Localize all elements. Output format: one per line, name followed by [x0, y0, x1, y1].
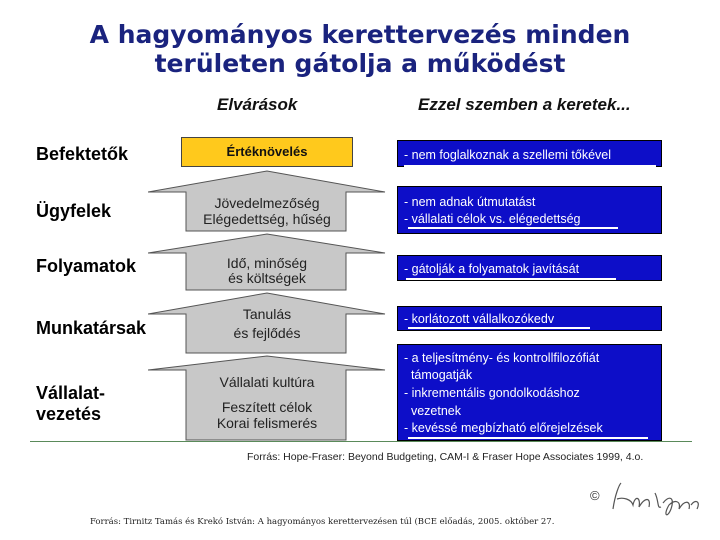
customers-arrow: [148, 170, 386, 232]
row-label-leadership-line-2: vezetés: [36, 404, 102, 424]
leadership-constraint-4: vezetnek: [404, 404, 461, 418]
processes-arrow: [148, 233, 386, 291]
employees-constraint-1: - korlátozott vállalkozókedv: [404, 312, 555, 326]
processes-constraint-underline: [406, 278, 616, 280]
leadership-constraint-underline: [408, 437, 648, 439]
leadership-expectation-line-1: Vállalati kultúra: [219, 374, 315, 390]
employees-expectation-line-2: és fejlődés: [233, 325, 301, 341]
row-label-customers: Ügyfelek: [36, 201, 112, 221]
processes-constraint-box: [397, 255, 662, 281]
diagram-source: Forrás: Hope-Fraser: Beyond Budgeting, CAM-I & Fraser Hope Associates 1999, 4.o.: [247, 451, 644, 463]
employees-arrow: [148, 292, 386, 354]
title-line-1: A hagyományos kerettervezés minden: [89, 20, 631, 49]
column-header-expectations: Elvárások: [217, 95, 298, 114]
footer-citation: Forrás: Tirnitz Tamás és Krekó István: A hagyományos kerettervezésen túl (BCE előadás, 2005. október 27.: [90, 517, 555, 527]
leadership-arrow: [148, 355, 386, 441]
value-creation-box: Értéknövelés: [181, 137, 353, 167]
leadership-constraint-5: - kevéssé megbízható előrejelzések: [404, 421, 603, 435]
copyright-symbol: ©: [590, 488, 600, 503]
title-line-2: területen gátolja a működést: [154, 49, 566, 78]
customers-constraint-1: - nem adnak útmutatást: [404, 195, 536, 209]
leadership-constraint-2: támogatják: [404, 368, 473, 382]
customers-constraint-underline: [408, 227, 618, 229]
processes-constraint-1: - gátolják a folyamatok javítását: [404, 262, 580, 276]
row-label-employees: Munkatársak: [36, 318, 147, 338]
leadership-expectation-line-3: Korai felismerés: [216, 415, 318, 431]
row-label-investors: Befektetők: [36, 144, 129, 164]
leadership-expectation-line-2: Feszített célok: [221, 399, 313, 415]
customers-constraint-box: [397, 186, 662, 234]
leadership-constraint-3: - inkrementális gondolkodáshoz: [404, 386, 580, 400]
investors-constraint-underline: [404, 165, 656, 167]
row-label-leadership: [36, 383, 105, 425]
employees-constraint-box: [397, 306, 662, 331]
investors-constraint-box: [397, 140, 662, 167]
customers-constraint-2: - vállalati célok vs. elégedettség: [404, 212, 581, 226]
leadership-constraint-box: [397, 344, 662, 441]
row-label-processes: Folyamatok: [36, 256, 137, 276]
handwritten-signature: [605, 475, 705, 519]
row-label-leadership-line-1: Vállalat-: [36, 383, 106, 403]
customers-expectation-line-1: Jövedelmezőség: [214, 195, 320, 211]
leadership-constraint-1: - a teljesítmény- és kontrollfilozófiát: [404, 351, 600, 365]
employees-constraint-underline: [408, 327, 590, 329]
footer-divider: [30, 441, 692, 442]
employees-expectation-line-1: Tanulás: [242, 306, 292, 322]
processes-expectation-line-1: Idő, minőség: [226, 255, 308, 271]
investors-constraint-1: - nem foglalkoznak a szellemi tőkével: [404, 148, 612, 162]
column-header-constraints: Ezzel szemben a keretek...: [418, 95, 631, 114]
processes-expectation-line-2: és költségek: [228, 270, 306, 286]
employees-arrow-shape: [148, 292, 386, 354]
customers-expectation-line-2: Elégedettség, hűség: [203, 211, 331, 227]
slide-title: [60, 20, 660, 78]
